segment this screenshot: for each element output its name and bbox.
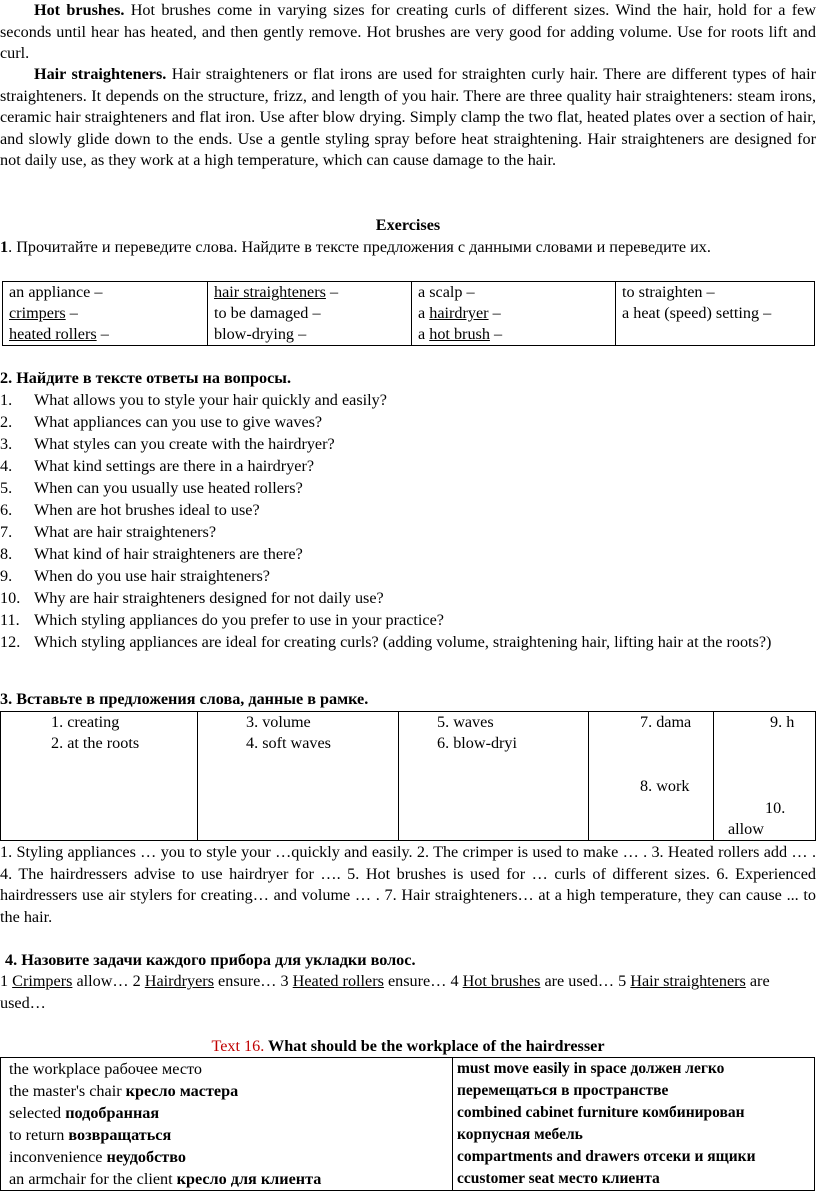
question-item: 10. Why are hair straighteners designed for not daily use? <box>0 589 384 607</box>
question-item: 2. What appliances can you use to give waves? <box>0 413 323 431</box>
exercise-2-title: 2. Найдите в тексте ответы на вопросы. <box>0 369 291 387</box>
vocab-col-2: hair straighteners – to be damaged – blow-drying – <box>208 282 412 346</box>
hair-straighteners-term: Hair straighteners. <box>34 65 167 83</box>
text-16-heading: What should be the workplace of the hairdresser <box>264 1037 605 1055</box>
text-16-label: Text 16. <box>211 1037 265 1055</box>
text-16-right-row: ccustomer seat место клиента <box>457 1170 660 1187</box>
word-box-col-3: 5. waves 6. blow-dryi <box>399 712 589 841</box>
question-item: 11. Which styling appliances do you prefer to use in your practice? <box>0 611 444 629</box>
text-16-right-row: combined cabinet furniture комбинирован <box>457 1104 745 1121</box>
vocab-col-3: a scalp – a hairdryer – a hot brush – <box>412 282 616 346</box>
hair-straighteners-text: Hair straighteners or flat irons are used for straighten curly hair. There are different types of hair straighteners. It depends on the structure, frizz, and length of you hair. There are three quality hair straighteners: steam irons, ceramic hair straighteners and flat iron. Use after blow drying. Simply clamp the two flat, heated plates over a section of hair, and slowly glide down to the ends. Use a gentle styling spray before heat straightening. Hair straighteners are designed for not daily use, as they work at a high temperature, which can cause damage to the hair. <box>0 65 816 169</box>
text-16-right-row: compartments and drawers отсеки и ящики <box>457 1148 756 1165</box>
text-16-left-row: an armchair for the client кресло для клиента <box>9 1170 322 1188</box>
text-16-right-row: must move easily in space должен легко <box>457 1060 725 1077</box>
text-16-right-row: перемещаться в пространстве <box>457 1082 669 1099</box>
hot-brushes-text: Hot brushes come in varying sizes for creating curls of different sizes. Wind the hair, hold for a few seconds until hear has heated, and then gently remove. Hot brushes are very good for adding volume. Use for roots lift and curl. <box>0 1 816 62</box>
text-16-left-row: selected подобранная <box>9 1104 160 1122</box>
exercise-4-title: 4. Назовите задачи каждого прибора для укладки волос. <box>5 951 416 969</box>
exercise-3-text: 1. Styling appliances … you to style your …quickly and easily. 2. The crimper is used to make … . 3. Heated rollers add … . 4. The hairdressers advise to use hairdryer for …. 5. Hot brushes is used for … curls of different sizes. 6. Experienced hairdressers use air stylers for creating… and volume … . 7. Hair straighteners… at a high temperature, they can cause ... to the hair. <box>0 843 816 926</box>
hot-brushes-term: Hot brushes. <box>34 1 125 19</box>
exercise-3-title: 3. Вставьте в предложения слова, данные в рамке. <box>0 690 369 708</box>
vocab-col-4: to straighten – a heat (speed) setting – <box>616 282 815 346</box>
question-item: 7. What are hair straighteners? <box>0 523 217 541</box>
hair-straighteners-paragraph <box>0 64 816 172</box>
exercise-1-text: . Прочитайте и переведите слова. Найдите в тексте предложения с данными словами и переведите их. <box>8 238 711 256</box>
vocabulary-table <box>2 281 815 346</box>
vocab-col-1: an appliance – crimpers – heated rollers – <box>3 282 208 346</box>
word-box-col-4: 7. dama 8. work <box>589 712 714 841</box>
question-item: 9. When do you use hair straighteners? <box>0 567 270 585</box>
question-item: 12. Which styling appliances are ideal for creating curls? (adding volume, straightening hair, lifting hair at the roots?) <box>0 633 772 651</box>
question-item: 6. When are hot brushes ideal to use? <box>0 501 260 519</box>
exercises-title: Exercises <box>375 216 441 234</box>
text-16-right-row: корпусная мебель <box>457 1126 583 1143</box>
question-item: 5. When can you usually use heated rollers? <box>0 479 303 497</box>
text-16-title <box>0 1036 816 1058</box>
question-item: 8. What kind of hair straighteners are there? <box>0 545 303 563</box>
question-item: 3. What styles can you create with the hairdryer? <box>0 435 335 453</box>
text-16-left-row: to return возвращаться <box>9 1126 172 1144</box>
word-box-table <box>0 711 816 841</box>
word-box-col-1: 1. creating 2. at the roots <box>1 712 198 841</box>
exercise-1-instruction <box>0 237 816 259</box>
text-16-right-column <box>453 1058 815 1191</box>
text-16-left-column <box>1 1058 453 1191</box>
text-16-vocab-table <box>0 1057 815 1191</box>
word-box-col-5: 9. h 10. allow <box>714 712 816 841</box>
exercise-1-number: 1 <box>0 238 9 256</box>
text-16-left-row: the master's chair кресло мастера <box>9 1082 239 1100</box>
word-box-col-2: 3. volume 4. soft waves <box>198 712 399 841</box>
text-16-left-row: inconvenience неудобство <box>9 1148 186 1166</box>
question-item: 4. What kind settings are there in a hairdryer? <box>0 457 315 475</box>
exercise-4-text: 1 Crimpers allow… 2 Hairdryers ensure… 3 Heated rollers ensure… 4 Hot brushes are used… 5 Hair straighteners are used… <box>0 972 770 1012</box>
text-16-left-row: the workplace рабочее место <box>9 1060 203 1078</box>
hot-brushes-paragraph <box>0 0 816 65</box>
question-item: 1. What allows you to style your hair quickly and easily? <box>0 391 387 409</box>
